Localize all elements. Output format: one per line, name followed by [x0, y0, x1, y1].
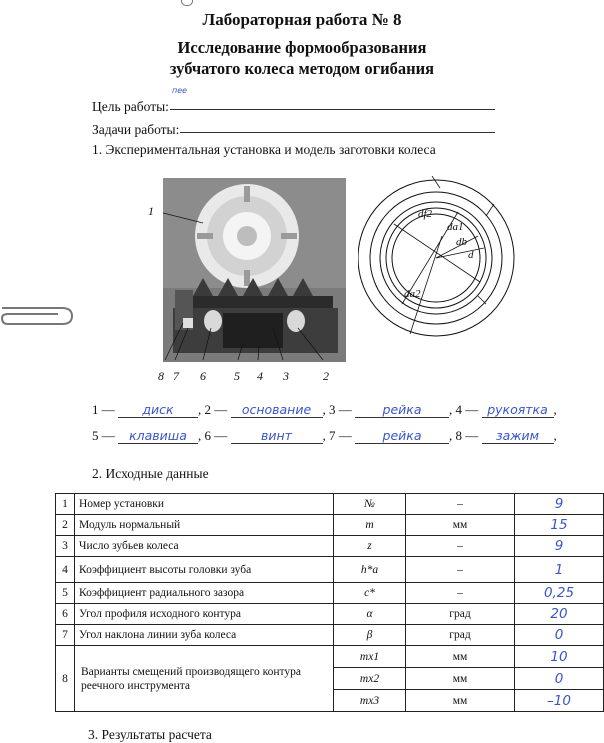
row-value[interactable]: –10 [515, 690, 604, 712]
row-name: Угол наклона линии зуба колеса [75, 625, 334, 646]
photo-callout-4: 4 [257, 369, 263, 383]
row-name: Модуль нормальный [75, 515, 334, 536]
part-answer-2[interactable]: основание [231, 402, 323, 418]
goal-field[interactable] [170, 95, 495, 110]
label-d: d [468, 249, 474, 261]
row-unit: мм [406, 668, 515, 690]
row-name: Варианты смещений производящего контура реечного инструмента [75, 646, 334, 712]
part-num-1: 1 [92, 402, 99, 417]
row-unit: град [406, 604, 515, 625]
gear-diameter-diagram [358, 176, 518, 341]
photo-callout-8: 8 [158, 369, 164, 383]
row-value[interactable]: 1 [515, 557, 604, 583]
table-row [56, 536, 604, 557]
paperclip-icon [0, 298, 75, 330]
part-answer-7[interactable]: рейка [355, 428, 449, 444]
part-answer-3[interactable]: рейка [355, 402, 449, 418]
photo-callout-7: 7 [173, 369, 179, 383]
row-name: Номер установки [75, 494, 334, 515]
row-unit: – [406, 494, 515, 515]
part-answer-8[interactable]: зажим [482, 428, 554, 444]
row-value[interactable]: 9 [515, 536, 604, 557]
goal-label: Цель работы: [92, 99, 169, 114]
row-symbol: mx3 [334, 690, 406, 712]
part-num-6: 6 [204, 428, 211, 443]
row-value[interactable]: 0 [515, 625, 604, 646]
label-da1: da1 [447, 221, 464, 233]
row-num: 4 [56, 557, 75, 583]
row-value[interactable]: 0,25 [515, 583, 604, 604]
part-num-4: 4 [455, 402, 462, 417]
part-num-7: 7 [329, 428, 336, 443]
apparatus-photo [163, 178, 346, 362]
goal-handnote: пее [172, 86, 188, 95]
row-symbol: c* [334, 583, 406, 604]
section-1-title: 1. Экспериментальная установка и модель заготовки колеса [92, 142, 436, 157]
row-name: Число зубьев колеса [75, 536, 334, 557]
photo-callout-6: 6 [200, 369, 206, 383]
part-answer-1[interactable]: диск [118, 402, 198, 418]
tasks-field[interactable] [180, 118, 495, 133]
lab-title: Лабораторная работа № 8 [202, 10, 402, 29]
part-answer-4[interactable]: рукоятка [482, 402, 554, 418]
part-num-5: 5 [92, 428, 99, 443]
part-num-2: 2 [204, 402, 211, 417]
part-num-8: 8 [455, 428, 462, 443]
row-value[interactable]: 15 [515, 515, 604, 536]
row-value[interactable]: 10 [515, 646, 604, 668]
parts-row-2: 5 — клавиша , 6 — винт , 7 — рейка , 8 — зажим , [92, 428, 557, 443]
row-num: 6 [56, 604, 75, 625]
parts-row-1: 1 — диск , 2 — основание , 3 — рейка , 4 — рукоятка , [92, 402, 557, 417]
row-symbol: z [334, 536, 406, 557]
row-unit: мм [406, 515, 515, 536]
row-value[interactable]: 20 [515, 604, 604, 625]
row-symbol: β [334, 625, 406, 646]
label-da2: da2 [404, 288, 421, 300]
row-name: Коэффициент высоты головки зуба [75, 557, 334, 583]
part-answer-6[interactable]: винт [231, 428, 323, 444]
table-row [56, 646, 604, 668]
table-row [56, 625, 604, 646]
table-row [56, 604, 604, 625]
table-row [56, 557, 604, 583]
part-answer-5[interactable]: клавиша [118, 428, 198, 444]
row-unit: мм [406, 690, 515, 712]
photo-callout-5: 5 [234, 369, 240, 383]
label-df2: df2 [418, 208, 433, 220]
row-unit: – [406, 557, 515, 583]
row-num: 2 [56, 515, 75, 536]
row-symbol: mx1 [334, 646, 406, 668]
row-num: 5 [56, 583, 75, 604]
photo-callout-3: 3 [283, 369, 289, 383]
row-unit: – [406, 536, 515, 557]
row-value[interactable]: 0 [515, 668, 604, 690]
row-num: 1 [56, 494, 75, 515]
label-db: db [456, 236, 467, 248]
row-symbol: h*a [334, 557, 406, 583]
row-symbol: mx2 [334, 668, 406, 690]
row-name: Коэффициент радиального зазора [75, 583, 334, 604]
row-symbol: m [334, 515, 406, 536]
lab-subtitle-2: зубчатого колеса методом огибания [169, 59, 435, 78]
photo-callout-2: 2 [323, 369, 329, 383]
tasks-label: Задачи работы: [92, 122, 180, 137]
photo-callout-1: 1 [148, 204, 154, 218]
row-unit: град [406, 625, 515, 646]
punch-mark [181, 0, 193, 6]
row-name: Угол профиля исходного контура [75, 604, 334, 625]
row-num: 3 [56, 536, 75, 557]
table-row [56, 494, 604, 515]
row-symbol: № [334, 494, 406, 515]
row-symbol: α [334, 604, 406, 625]
row-value[interactable]: 9 [515, 494, 604, 515]
row-num: 7 [56, 625, 75, 646]
row-unit: – [406, 583, 515, 604]
table-row [56, 515, 604, 536]
section-2-title: 2. Исходные данные [92, 466, 209, 481]
part-num-3: 3 [329, 402, 336, 417]
params-table [55, 493, 604, 712]
lab-subtitle-1: Исследование формообразования [177, 38, 427, 57]
row-unit: мм [406, 646, 515, 668]
section-3-title: 3. Результаты расчета [88, 727, 212, 742]
row-num: 8 [56, 646, 75, 712]
table-row [56, 583, 604, 604]
